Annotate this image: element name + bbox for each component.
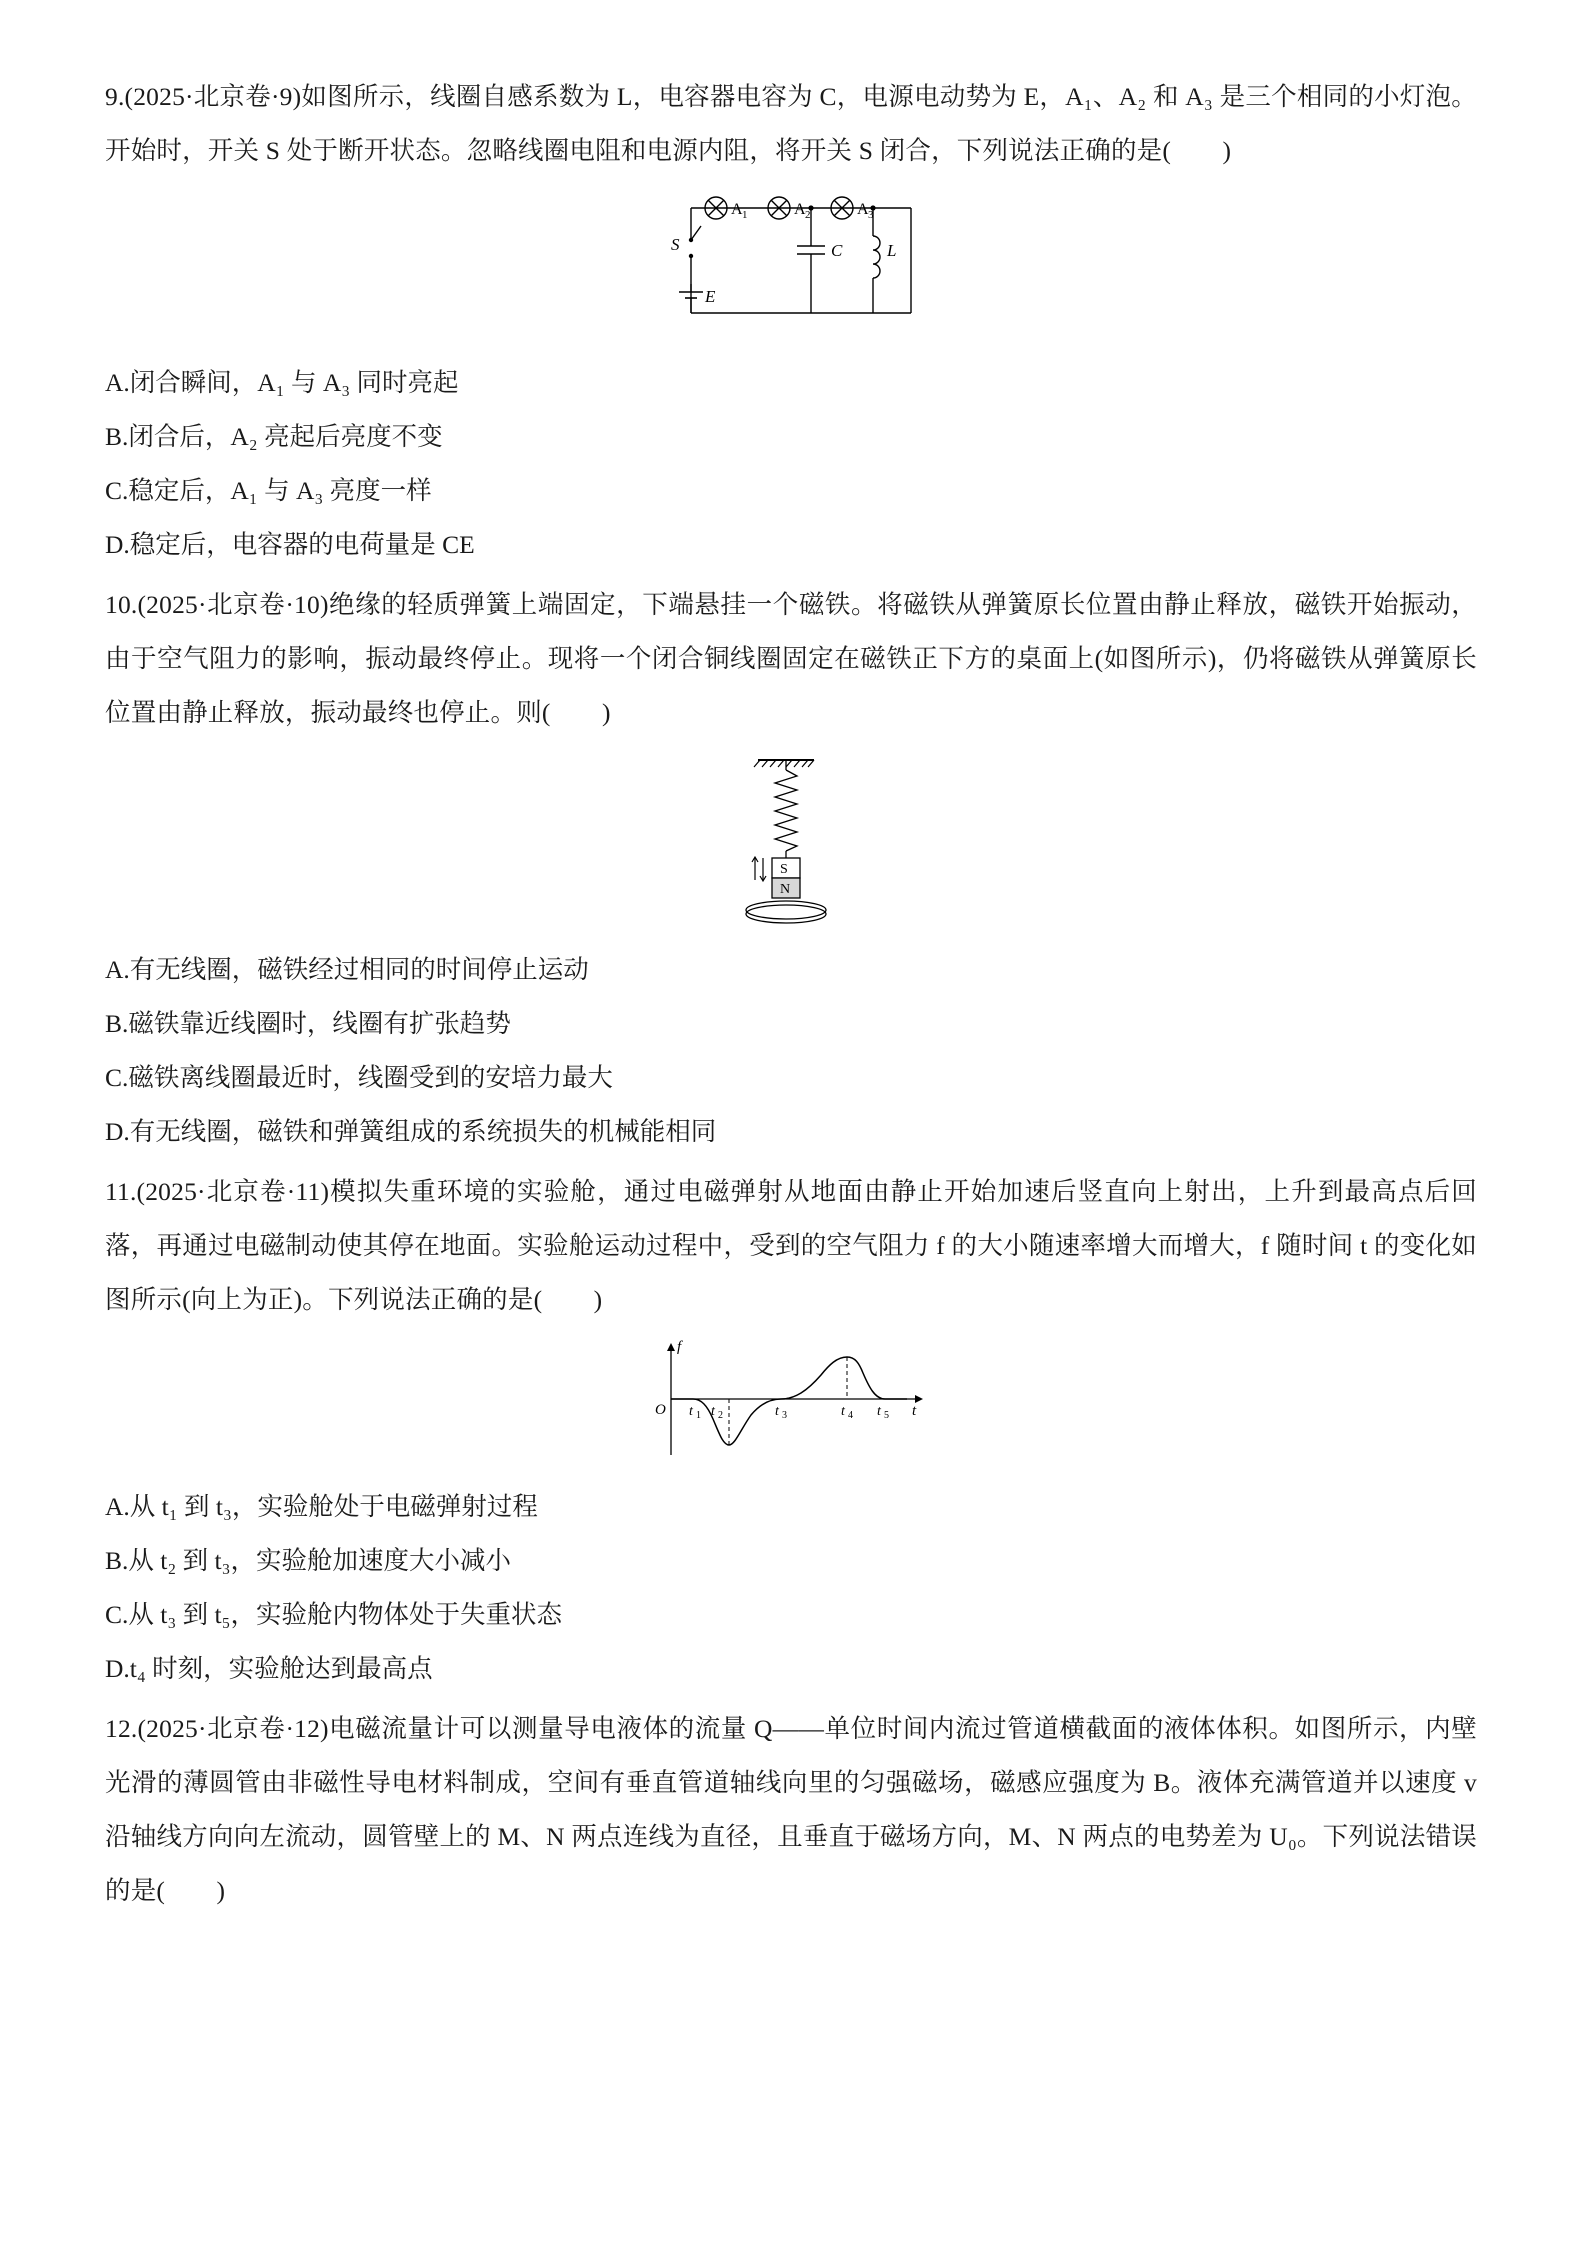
question-block-11 — [105, 1165, 1477, 1696]
question-11-stem — [105, 1165, 1477, 1327]
figure-10-spring-magnet — [706, 750, 886, 925]
question-10-text: 绝缘的轻质弹簧上端固定，下端悬挂一个磁铁。将磁铁从弹簧原长位置由静止释放，磁铁开始振动，由于空气阻力的影响，振动最终停止。现将一个闭合铜线圈固定在磁铁正下方的桌面上(如图所示)，仍将磁铁从弹簧原长位置由静止释放，振动最终也停止。则( ) — [105, 590, 1477, 727]
svg-text:2: 2 — [805, 209, 811, 221]
question-11-options — [105, 1480, 1477, 1696]
question-11-number: 11. — [105, 1177, 137, 1206]
question-10-number: 10. — [105, 590, 138, 619]
svg-text:L: L — [887, 241, 897, 260]
option-d: D.t₄ 时刻，实验舱达到最高点 — [105, 1654, 433, 1683]
svg-text:C: C — [831, 241, 843, 260]
option-d: D.有无线圈，磁铁和弹簧组成的系统损失的机械能相同 — [105, 1117, 717, 1146]
question-10-stem — [105, 578, 1477, 740]
svg-text:E: E — [705, 287, 716, 306]
svg-text:t: t — [689, 1404, 693, 1419]
option-a: A.从 t₁ 到 t₃，实验舱处于电磁弹射过程 — [105, 1492, 538, 1521]
svg-text:f: f — [677, 1339, 682, 1355]
question-12-number: 12. — [105, 1714, 138, 1743]
option-b: B.从 t₂ 到 t₃，实验舱加速度大小减小 — [105, 1546, 511, 1575]
option-c: C.稳定后，A₁ 与 A₃ 亮度一样 — [105, 476, 432, 505]
svg-text:t: t — [841, 1404, 845, 1419]
svg-text:t: t — [775, 1404, 779, 1419]
question-9-options — [105, 356, 1477, 572]
question-9-source: (2025·北京卷·9) — [124, 82, 302, 111]
question-9-text: 如图所示，线圈自感系数为 L，电容器电容为 C，电源电动势为 E，A₁、A₂ 和 A₃ 是三个相同的小灯泡。开始时，开关 S 处于断开状态。忽略线圈电阻和电源内阻，将开关 S 闭合，下列说法正确的是( ) — [105, 82, 1477, 165]
figure-11-chart — [631, 1337, 951, 1462]
svg-text:t: t — [912, 1403, 917, 1419]
question-10-source: (2025·北京卷·10) — [137, 590, 329, 619]
option-c: C.从 t₃ 到 t₅，实验舱内物体处于失重状态 — [105, 1600, 562, 1629]
figure-9-circuit — [661, 188, 961, 338]
svg-text:t: t — [711, 1404, 715, 1419]
svg-text:S: S — [671, 235, 680, 254]
svg-text:3: 3 — [782, 1410, 787, 1421]
svg-text:S: S — [780, 862, 788, 877]
svg-text:1: 1 — [742, 209, 748, 221]
figure-9-wrap — [105, 178, 1477, 352]
question-12-source: (2025·北京卷·12) — [137, 1714, 329, 1743]
option-a: A.闭合瞬间，A₁ 与 A₃ 同时亮起 — [105, 368, 459, 397]
svg-text:3: 3 — [868, 209, 874, 221]
svg-text:4: 4 — [848, 1410, 853, 1421]
option-b: B.闭合后，A₂ 亮起后亮度不变 — [105, 422, 443, 451]
figure-10-wrap — [105, 740, 1477, 939]
option-a: A.有无线圈，磁铁经过相同的时间停止运动 — [105, 955, 589, 984]
question-11-source: (2025·北京卷·11) — [136, 1177, 330, 1206]
question-11-text: 模拟失重环境的实验舱，通过电磁弹射从地面由静止开始加速后竖直向上射出，上升到最高点后回落，再通过电磁制动使其停在地面。实验舱运动过程中，受到的空气阻力 f 的大小随速率增大而增大，f 随时间 t 的变化如图所示(向上为正)。下列说法正确的是( ) — [105, 1177, 1478, 1314]
figure-11-wrap — [105, 1327, 1477, 1476]
svg-text:2: 2 — [718, 1410, 723, 1421]
option-c: C.磁铁离线圈最近时，线圈受到的安培力最大 — [105, 1063, 613, 1092]
question-block-12 — [105, 1702, 1477, 1918]
question-block-9 — [105, 70, 1477, 572]
question-12-text: 电磁流量计可以测量导电液体的流量 Q——单位时间内流过管道横截面的液体体积。如图所示，内壁光滑的薄圆管由非磁性导电材料制成，空间有垂直管道轴线向里的匀强磁场，磁感应强度为 B。液体充满管道并以速度 v 沿轴线方向向左流动，圆管壁上的 M、N 两点连线为直径，且垂直于磁场方向，M、N 两点的电势差为 U₀。下列说法错误的是( ) — [105, 1714, 1477, 1905]
question-12-stem — [105, 1702, 1477, 1918]
question-9-stem — [105, 70, 1477, 178]
svg-text:A: A — [857, 201, 869, 218]
svg-text:N: N — [780, 882, 791, 897]
svg-text:O: O — [655, 1402, 666, 1418]
option-d: D.稳定后，电容器的电荷量是 CE — [105, 530, 475, 559]
question-9-number: 9. — [105, 82, 125, 111]
question-10-options — [105, 943, 1477, 1159]
question-block-10 — [105, 578, 1477, 1159]
svg-text:5: 5 — [884, 1410, 889, 1421]
option-b: B.磁铁靠近线圈时，线圈有扩张趋势 — [105, 1009, 511, 1038]
svg-text:A: A — [794, 201, 806, 218]
svg-text:1: 1 — [696, 1410, 701, 1421]
svg-text:t: t — [877, 1404, 881, 1419]
svg-text:A: A — [731, 201, 743, 218]
